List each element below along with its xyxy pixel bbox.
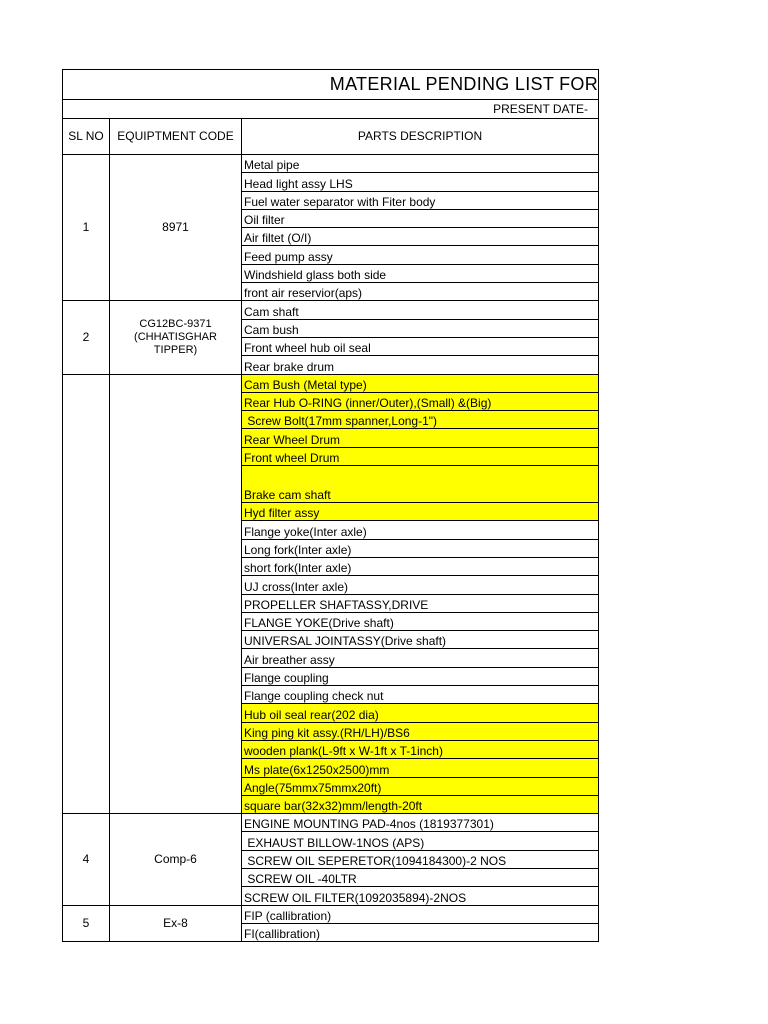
equipment-code: Comp-6 [154,851,197,866]
part-description: EXHAUST BILLOW-1NOS (APS) [242,832,599,850]
header-equipment-code: EQUIPTMENT CODE [110,119,242,155]
part-description: Angle(75mmx75mmx20ft) [242,777,599,795]
sl-no-cell: 1 [63,155,110,301]
equipment-code-cell [110,905,242,942]
sl-no-cell [63,374,110,814]
equipment-code-cell [110,374,242,814]
part-description: Fuel water separator with Fiter body [242,191,599,209]
equipment-code-note: (CHHATISGHAR TIPPER) [134,330,217,356]
part-description: Long fork(Inter axle) [242,539,599,557]
table-row [63,814,599,832]
equipment-code: Ex-8 [163,915,188,930]
part-description: Air filtet (O/I) [242,228,599,246]
part-description: Rear Wheel Drum [242,429,599,447]
table-row [63,155,599,173]
equipment-code-cell [110,814,242,905]
part-description: King ping kit assy.(RH/LH)/BS6 [242,722,599,740]
part-description: Rear brake drum [242,356,599,374]
part-description: Feed pump assy [242,246,599,264]
part-description: Windshield glass both side [242,264,599,282]
part-description: ENGINE MOUNTING PAD-4nos (1819377301) [242,814,599,832]
equipment-code-cell [110,155,242,301]
sl-no-cell: 5 [63,905,110,942]
part-description: Rear Hub O-RING (inner/Outer),(Small) &(Big) [242,392,599,410]
part-description: SCREW OIL -40LTR [242,868,599,886]
part-description: Air breather assy [242,649,599,667]
date-row [63,100,599,119]
part-description: Flange yoke(Inter axle) [242,521,599,539]
part-description: Front wheel Drum [242,447,599,465]
part-description: front air reservior(aps) [242,283,599,301]
part-description: Cam shaft [242,301,599,319]
table-row [63,301,599,319]
part-description: Brake cam shaft [242,466,599,503]
part-description: Metal pipe [242,155,599,173]
header-row [63,119,599,155]
equipment-code-cell [110,301,242,374]
part-description: Hub oil seal rear(202 dia) [242,704,599,722]
equipment-code: CG12BC-9371 [139,317,212,330]
part-description: Flange coupling [242,667,599,685]
sl-no-cell: 4 [63,814,110,905]
part-description: Head light assy LHS [242,173,599,191]
part-description: FIP (callibration) [242,905,599,923]
part-description: FI(callibration) [242,923,599,941]
part-description: SCREW OIL SEPERETOR(1094184300)-2 NOS [242,850,599,868]
part-description: square bar(32x32)mm/length-20ft [242,795,599,813]
part-description: short fork(Inter axle) [242,557,599,575]
material-pending-table [62,69,599,942]
part-description: SCREW OIL FILTER(1092035894)-2NOS [242,887,599,905]
part-description: Ms plate(6x1250x2500)mm [242,759,599,777]
present-date-label: PRESENT DATE- [63,100,599,119]
part-description: PROPELLER SHAFTASSY,DRIVE [242,594,599,612]
table-row [63,374,599,392]
part-description: wooden plank(L-9ft x W-1ft x T-1inch) [242,740,599,758]
equipment-code: 8971 [162,220,189,235]
table-row [63,905,599,923]
part-description: UNIVERSAL JOINTASSY(Drive shaft) [242,631,599,649]
title-row [63,70,599,100]
header-parts-description: PARTS DESCRIPTION [242,119,599,155]
part-description: FLANGE YOKE(Drive shaft) [242,612,599,630]
part-description: UJ cross(Inter axle) [242,576,599,594]
part-description: Front wheel hub oil seal [242,337,599,355]
part-description: Cam Bush (Metal type) [242,374,599,392]
sl-no-cell: 2 [63,301,110,374]
part-description: Cam bush [242,319,599,337]
part-description: Oil filter [242,209,599,227]
sheet-title: MATERIAL PENDING LIST FOR [63,70,599,100]
part-description: Flange coupling check nut [242,686,599,704]
part-description: Hyd filter assy [242,503,599,521]
header-sl-no: SL NO [63,119,110,155]
part-description: Screw Bolt(17mm spanner,Long-1") [242,411,599,429]
